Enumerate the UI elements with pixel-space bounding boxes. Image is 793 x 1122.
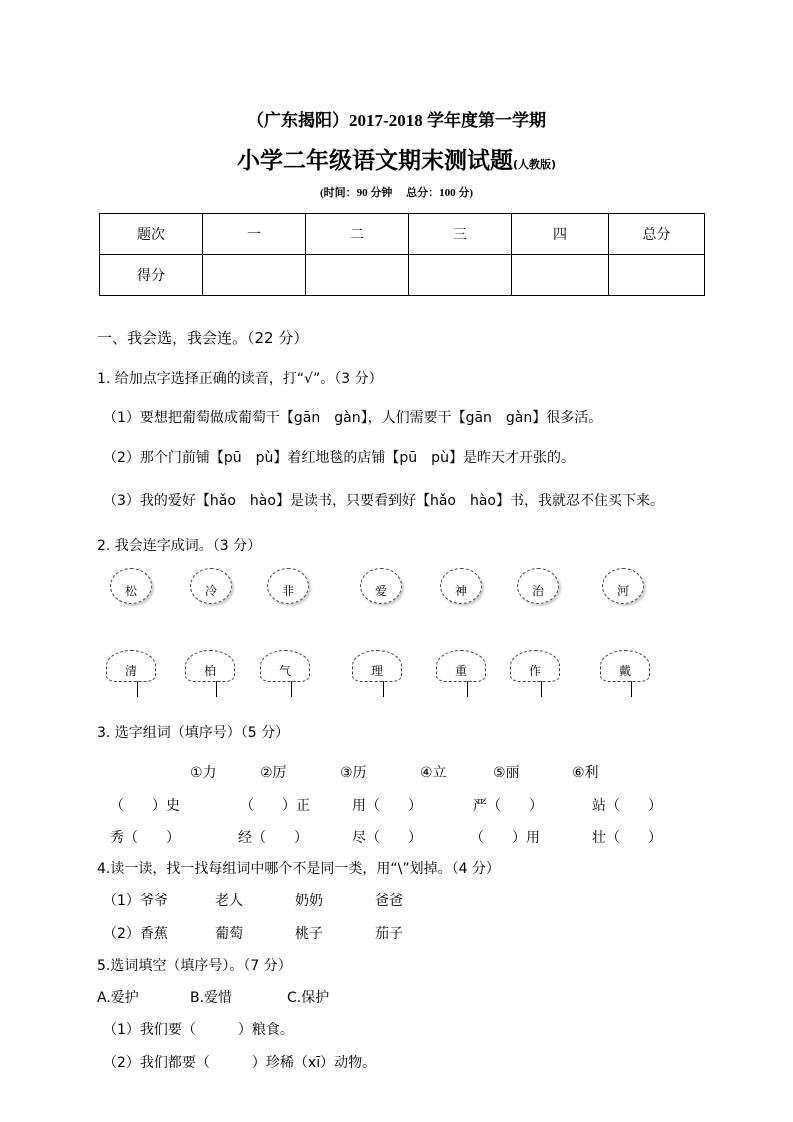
q3-blank[interactable]: （ ）正 <box>240 798 310 814</box>
cell: 三 <box>409 214 512 255</box>
tree-char[interactable]: 柏 <box>185 650 235 682</box>
q3-blank[interactable]: 用（ ） <box>352 798 422 814</box>
q5-option: B.爱惜 <box>190 990 233 1006</box>
q4-word[interactable]: （1）爷爷 <box>103 893 168 909</box>
q5-line[interactable]: （2）我们都要（ ）珍稀（xī）动物。 <box>103 1055 377 1071</box>
q4-word[interactable]: 老人 <box>215 893 243 909</box>
exam-title <box>0 142 793 175</box>
cloud-char[interactable]: 治 <box>517 568 559 604</box>
q5-option: A.爱护 <box>97 990 139 1006</box>
tree-char[interactable]: 气 <box>260 650 310 682</box>
q4-word[interactable]: 奶奶 <box>295 893 323 909</box>
q5-line[interactable]: （1）我们要（ ）粮食。 <box>103 1022 294 1038</box>
q4-word[interactable]: 桃子 <box>295 926 323 942</box>
q1-line: （2）那个门前铺【pū pù】着红地毯的店铺【pū pù】是昨天才开张的。 <box>103 450 575 466</box>
q1-line: （1）要想把葡萄做成葡萄干【gān gàn】，人们需要干【gān gàn】很多活。 <box>103 410 603 426</box>
exam-subtitle: （广东揭阳）2017-2018 学年度第一学期 <box>247 111 546 130</box>
tree-char[interactable]: 作 <box>510 650 560 682</box>
score-cell[interactable] <box>609 255 705 296</box>
q3-blank[interactable]: 尽（ ） <box>352 830 422 846</box>
q4-word[interactable]: （2）香蕉 <box>103 926 168 942</box>
cloud-char[interactable]: 河 <box>602 568 644 604</box>
score-cell[interactable] <box>203 255 306 296</box>
q3-blank[interactable]: （ ）史 <box>110 798 180 814</box>
tree-char[interactable]: 清 <box>106 650 156 682</box>
q1-title: 1. 给加点字选择正确的读音，打“√”。（3 分） <box>97 371 383 387</box>
cloud-char[interactable]: 松 <box>110 568 152 604</box>
cloud-char[interactable]: 神 <box>440 568 482 604</box>
q3-option: ⑤丽 <box>493 765 520 781</box>
tree-char[interactable]: 戴 <box>600 650 650 682</box>
cloud-char[interactable]: 非 <box>267 568 309 604</box>
q5-option: C.保护 <box>287 990 330 1006</box>
tree-char[interactable]: 重 <box>436 650 486 682</box>
section-heading: 一、我会选，我会连。（22 分） <box>97 329 309 347</box>
score-cell[interactable] <box>409 255 512 296</box>
q3-option: ①力 <box>190 765 217 781</box>
score-table <box>99 213 705 296</box>
q4-word[interactable]: 爸爸 <box>375 893 403 909</box>
q4-word[interactable]: 茄子 <box>375 926 403 942</box>
cell: 四 <box>512 214 609 255</box>
cell: 二 <box>306 214 409 255</box>
cloud-char[interactable]: 冷 <box>190 568 232 604</box>
cell: 总分 <box>609 214 705 255</box>
q2-title: 2. 我会连字成词。（3 分） <box>97 538 262 554</box>
score-cell[interactable] <box>306 255 409 296</box>
q3-blank[interactable]: 秀（ ） <box>110 830 180 846</box>
score-cell[interactable] <box>512 255 609 296</box>
q4-word[interactable]: 葡萄 <box>215 926 243 942</box>
q3-option: ⑥利 <box>572 765 599 781</box>
q4-title: 4.读一读，找一找每组词中哪个不是同一类，用“\”划掉。（4 分） <box>97 861 500 877</box>
exam-meta: (时间：90 分钟 总分：100 分) <box>319 187 474 199</box>
cell: 一 <box>203 214 306 255</box>
cell: 得分 <box>100 255 203 296</box>
q3-blank[interactable]: 壮（ ） <box>592 830 662 846</box>
q3-blank[interactable]: 经（ ） <box>238 830 308 846</box>
cloud-char[interactable]: 爱 <box>360 568 402 604</box>
q3-option: ②厉 <box>260 765 287 781</box>
q3-blank[interactable]: 站（ ） <box>592 798 662 814</box>
tree-char[interactable]: 理 <box>352 650 402 682</box>
title-text: 小学二年级语文期末测试题 <box>236 148 513 174</box>
q1-line: （3）我的爱好【hǎo hào】是读书，只要看到好【hǎo hào】书，我就忍不住买下来。 <box>103 493 664 509</box>
q3-blank[interactable]: （ ）用 <box>470 830 540 846</box>
edition: (人教版) <box>512 158 557 171</box>
q3-option: ③历 <box>340 765 367 781</box>
q3-blank[interactable]: 严（ ） <box>473 798 543 814</box>
cell: 题次 <box>100 214 203 255</box>
q3-option: ④立 <box>420 765 447 781</box>
q5-title: 5.选词填空（填序号）。（7 分） <box>97 958 292 974</box>
q3-title: 3. 选字组词（填序号）（5 分） <box>97 725 290 741</box>
